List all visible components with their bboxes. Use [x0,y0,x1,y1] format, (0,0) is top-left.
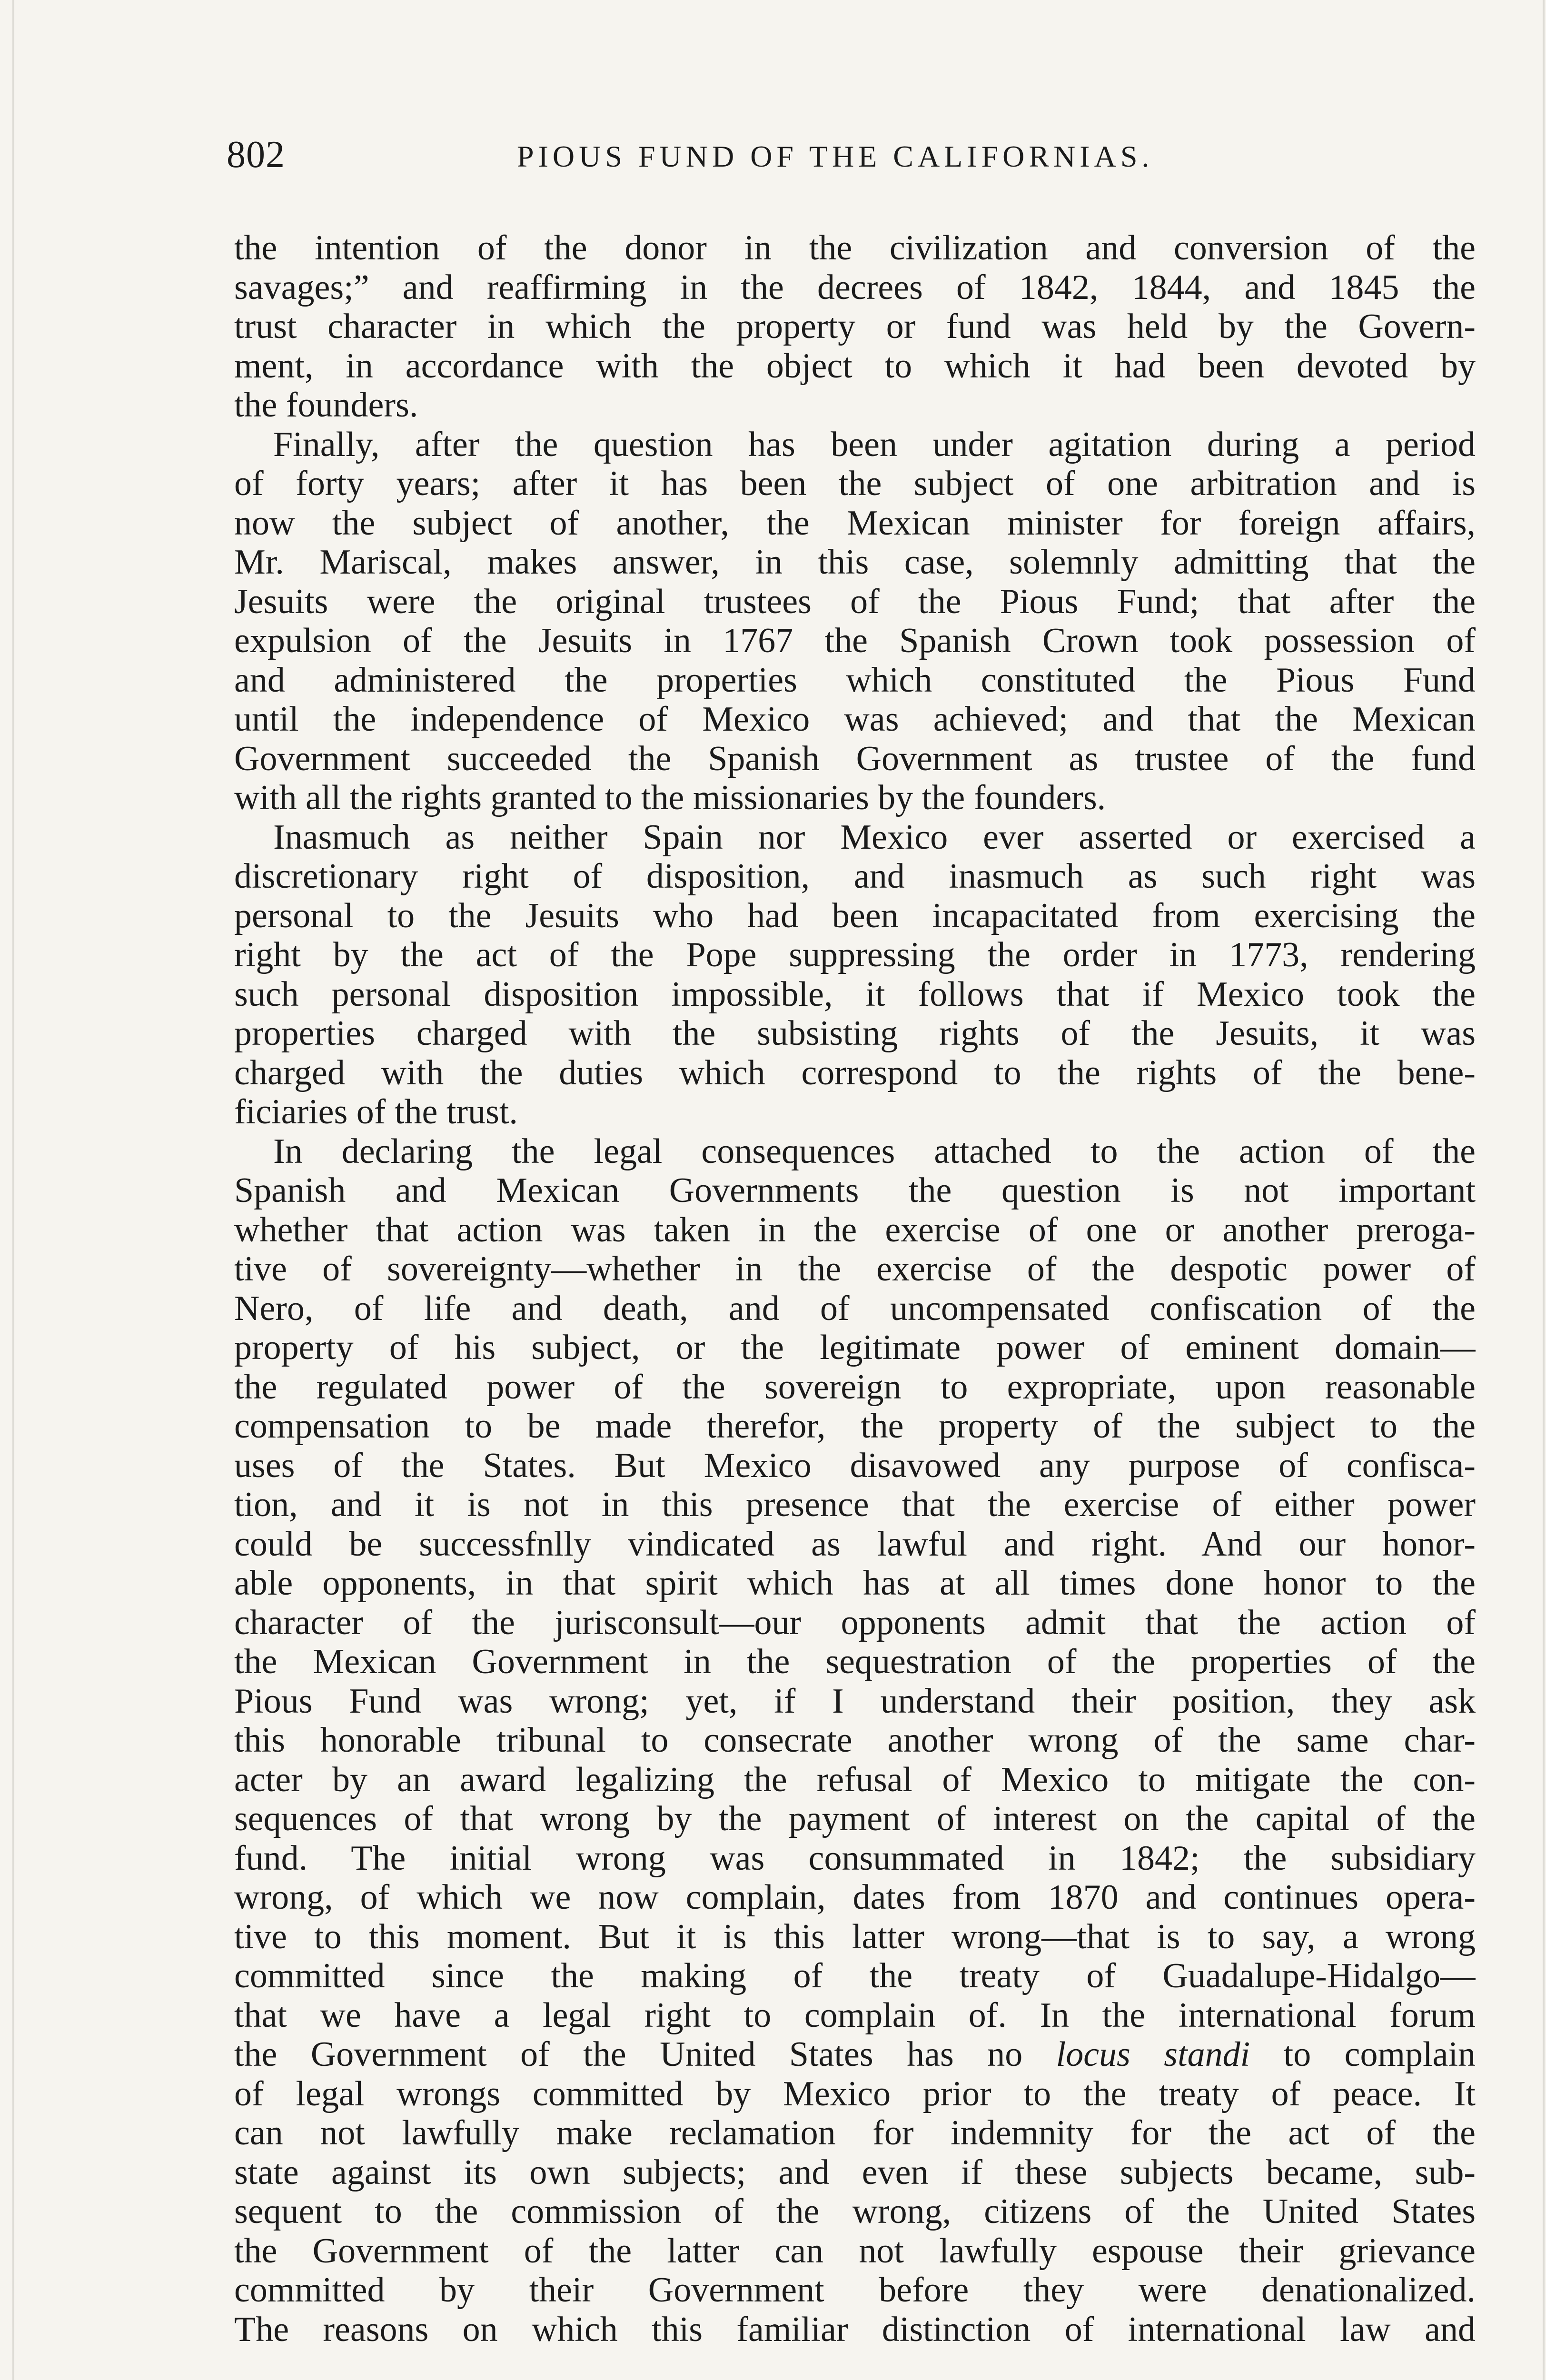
text-line: Inasmuch as neither Spain nor Mexico ever asserted or exercised a [273,817,1476,857]
page-edge-left [12,0,14,2380]
text-line: tive of sovereignty—whether in the exercise of the despotic power of [234,1250,1476,1289]
text-line: this honorable tribunal to consecrate another wrong of the same char- [234,1721,1476,1760]
text-line [234,2035,1476,2074]
page-number: 802 [227,134,285,176]
text-line: now the subject of another, the Mexican minister for foreign affairs, [234,503,1476,543]
text-line: Pious Fund was wrong; yet, if I understand their position, they ask [234,1681,1476,1721]
text-line: charged with the duties which correspond to the rights of the bene- [234,1053,1476,1092]
text-line: wrong, of which we now complain, dates from 1870 and continues opera- [234,1878,1476,1917]
page-edge-right [1543,0,1545,2380]
body-text [234,228,1476,2349]
text-line: state against its own subjects; and even if these subjects became, sub- [234,2152,1476,2192]
text-line: sequences of that wrong by the payment of interest on the capital of the [234,1799,1476,1838]
text-line: the regulated power of the sovereign to expropriate, upon reasonable [234,1367,1476,1407]
text-line: In declaring the legal consequences attached to the action of the [273,1131,1476,1171]
text-line: Nero, of life and death, and of uncompensated confiscation of the [234,1289,1476,1328]
text-line: until the independence of Mexico was achieved; and that the Mexican [234,700,1476,739]
italic-phrase: locus standi [1056,2035,1250,2074]
text-line: the Mexican Government in the sequestration of the properties of the [234,1642,1476,1681]
text-line: Finally, after the question has been under agitation during a period [273,425,1476,464]
text-line: ficiaries of the trust. [234,1092,518,1131]
text-line: whether that action was taken in the exercise of one or another preroga- [234,1210,1476,1250]
text-line: trust character in which the property or fund was held by the Govern- [234,307,1476,346]
text-line: that we have a legal right to complain of. In the international forum [234,1995,1476,2035]
text-line: expulsion of the Jesuits in 1767 the Spanish Crown took possession of [234,621,1476,660]
text-segment: to complain [1250,2035,1476,2074]
text-line: uses of the States. But Mexico disavowed any purpose of confisca- [234,1446,1476,1485]
text-line: with all the rights granted to the missionaries by the founders. [234,778,1106,817]
text-line: committed by their Government before they were denationalized. [234,2271,1476,2310]
page-header [227,129,1486,186]
text-line: tive to this moment. But it is this latter wrong—that is to say, a wrong [234,1917,1476,1956]
text-line: Mr. Mariscal, makes answer, in this case, solemnly admitting that the [234,543,1476,582]
text-line: of forty years; after it has been the subject of one arbitration and is [234,464,1476,503]
text-line: discretionary right of disposition, and inasmuch as such right was [234,857,1476,896]
text-line: fund. The initial wrong was consummated in 1842; the subsidiary [234,1838,1476,1878]
text-line: tion, and it is not in this presence that the exercise of either power [234,1485,1476,1524]
text-line: properties charged with the subsisting rights of the Jesuits, it was [234,1014,1476,1053]
text-line: personal to the Jesuits who had been incapacitated from exercising the [234,896,1476,935]
text-line: Government succeeded the Spanish Government as trustee of the fund [234,739,1476,778]
text-line: could be successfnlly vindicated as lawful and right. And our honor- [234,1524,1476,1564]
text-line: character of the jurisconsult—our opponents admit that the action of [234,1603,1476,1642]
text-line: of legal wrongs committed by Mexico prior to the treaty of peace. It [234,2074,1476,2113]
text-line: the founders. [234,386,418,425]
text-segment: the Government of the United States has no [234,2035,1056,2074]
text-line: right by the act of the Pope suppressing the order in 1773, rendering [234,935,1476,974]
text-line: sequent to the commission of the wrong, citizens of the United States [234,2192,1476,2231]
text-line: can not lawfully make reclamation for indemnity for the act of the [234,2113,1476,2152]
text-line: ment, in accordance with the object to which it had been devoted by [234,346,1476,386]
text-line: committed since the making of the treaty of Guadalupe-Hidalgo— [234,1956,1476,1995]
text-line: property of his subject, or the legitimate power of eminent domain— [234,1328,1476,1367]
running-title: PIOUS FUND OF THE CALIFORNIAS. [517,139,1154,173]
text-line: Jesuits were the original trustees of the Pious Fund; that after the [234,582,1476,621]
text-line: acter by an award legalizing the refusal of Mexico to mitigate the con- [234,1760,1476,1799]
text-line: savages;” and reaffirming in the decrees of 1842, 1844, and 1845 the [234,268,1476,307]
text-line: able opponents, in that spirit which has at all times done honor to the [234,1564,1476,1603]
text-line: and administered the properties which constituted the Pious Fund [234,660,1476,700]
text-line: the Government of the latter can not lawfully espouse their grievance [234,2231,1476,2271]
text-line: Spanish and Mexican Governments the question is not important [234,1171,1476,1210]
text-line: such personal disposition impossible, it follows that if Mexico took the [234,974,1476,1014]
text-line: compensation to be made therefor, the property of the subject to the [234,1407,1476,1446]
text-line: the intention of the donor in the civilization and conversion of the [234,228,1476,268]
text-line: The reasons on which this familiar distinction of international law and [234,2310,1476,2349]
